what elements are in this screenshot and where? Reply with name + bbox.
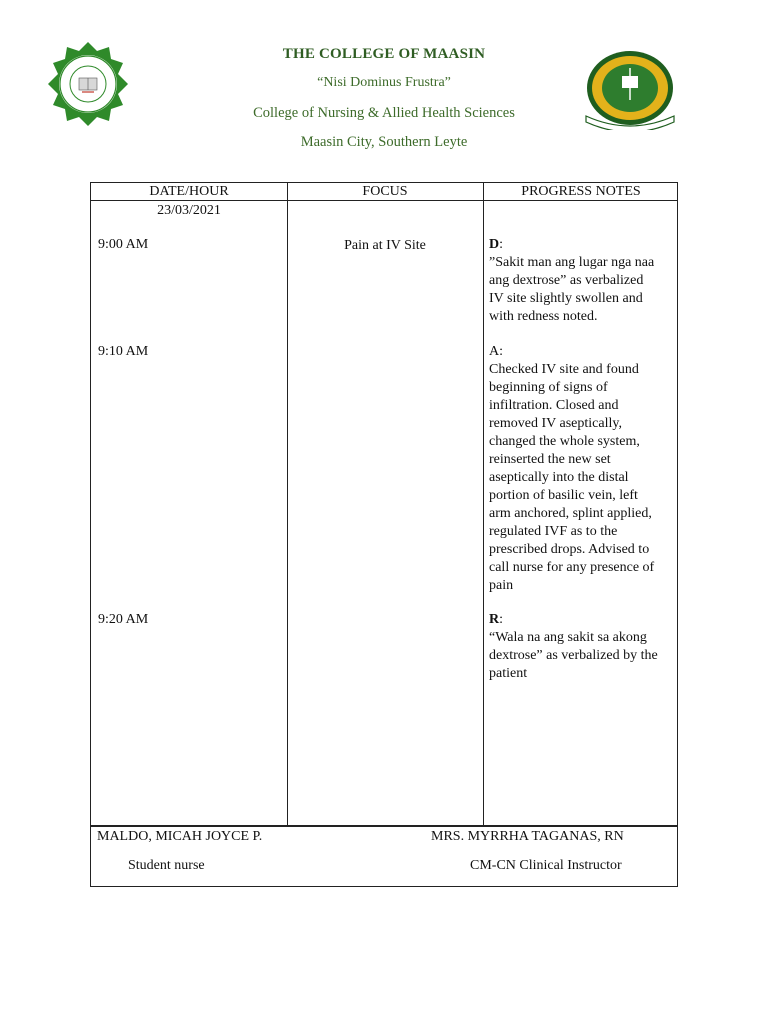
department-name: College of Nursing & Allied Health Sciences	[253, 105, 515, 121]
focus-text: Pain at IV Site	[344, 238, 426, 253]
column-divider	[287, 183, 288, 826]
note-line: changed the whole system,	[489, 434, 640, 449]
note-label: R	[489, 612, 500, 627]
note-line: ”Sakit man ang lugar nga naa	[489, 255, 655, 270]
note-line: ang dextrose” as verbalized	[489, 273, 644, 288]
progress-note-data: D: ”Sakit man ang lugar nga naa ang dextrose” as verbalized IV site slightly swollen and with redness noted.	[489, 236, 675, 326]
header-row-divider	[91, 200, 678, 201]
nursing-seal-logo-right	[582, 50, 678, 130]
note-line: prescribed drops. Advised to	[489, 542, 650, 557]
progress-notes-table	[90, 182, 678, 826]
note-line: infiltration. Closed and	[489, 398, 619, 413]
note-line: Checked IV site and found	[489, 362, 639, 377]
note-line: with redness noted.	[489, 309, 598, 324]
column-header-date-hour: DATE/HOUR	[149, 184, 229, 199]
note-line: removed IV aseptically,	[489, 416, 622, 431]
note-line: dextrose” as verbalized by the	[489, 648, 658, 663]
note-line: regulated IVF as to the	[489, 524, 618, 539]
note-label: A	[489, 344, 500, 359]
student-role: Student nurse	[128, 858, 205, 873]
note-line: pain	[489, 578, 514, 593]
note-line: arm anchored, splint applied,	[489, 506, 652, 521]
note-line: portion of basilic vein, left	[489, 488, 638, 503]
entry-time: 9:10 AM	[98, 344, 149, 359]
note-label: D	[489, 237, 500, 252]
signature-block	[90, 826, 678, 887]
column-header-progress-notes: PROGRESS NOTES	[521, 184, 641, 199]
note-line: “Wala na ang sakit sa akong	[489, 630, 647, 645]
college-location: Maasin City, Southern Leyte	[300, 134, 468, 150]
note-line: call nurse for any presence of	[489, 560, 655, 575]
note-line: aseptically into the distal	[489, 470, 629, 485]
column-header-focus: FOCUS	[362, 184, 408, 199]
student-name: MALDO, MICAH JOYCE P.	[97, 829, 263, 844]
note-line: beginning of signs of	[489, 380, 608, 395]
instructor-role: CM-CN Clinical Instructor	[470, 858, 622, 873]
progress-note-response: R: “Wala na ang sakit sa akong dextrose” as verbalized by the patient	[489, 611, 675, 683]
column-divider	[483, 183, 484, 826]
document-header	[0, 0, 768, 170]
college-motto: “Nisi Dominus Frustra”	[317, 75, 451, 90]
college-name: THE COLLEGE OF MAASIN	[282, 46, 486, 62]
note-line: IV site slightly swollen and	[489, 291, 643, 306]
entry-time: 9:00 AM	[98, 237, 149, 252]
instructor-name: MRS. MYRRHA TAGANAS, RN	[431, 829, 624, 844]
note-line: reinserted the new set	[489, 452, 611, 467]
note-line: patient	[489, 666, 528, 681]
progress-note-action: A: Checked IV site and found beginning of signs of infiltration. Closed and removed IV aseptically, changed the whole system, reinserted the new set aseptically into the distal portion of basilic vein, left arm anchored, splint applied, regulated IVF as to the prescribed drops. Advised to call nurse for any presence of pain	[489, 343, 675, 595]
entry-time: 9:20 AM	[98, 612, 149, 627]
entry-date: 23/03/2021	[157, 203, 221, 218]
